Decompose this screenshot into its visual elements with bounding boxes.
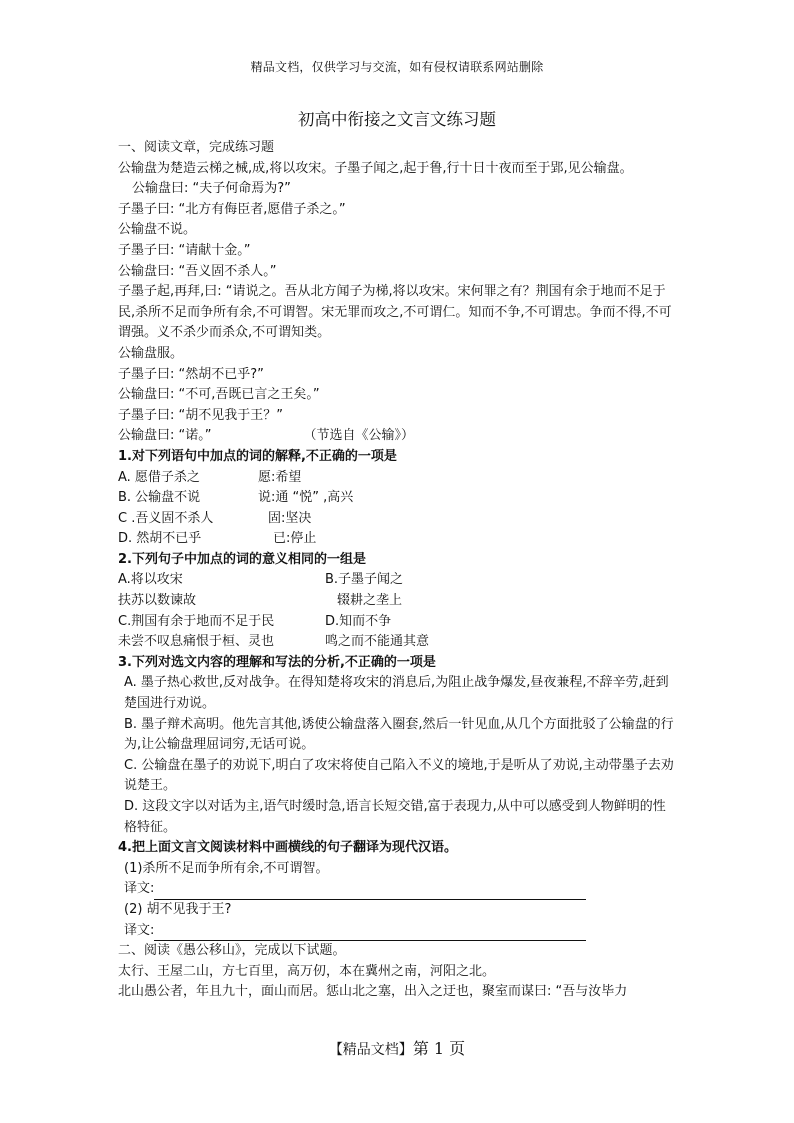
option-gloss: 已:停止: [273, 531, 317, 547]
passage-paragraph: 子墨子起,再拜,曰: “请说之。吾从北方闻子为梯,将以攻宋。宋何罪之有？荆国有余于地而不足于民,杀所不足而争所有余,不可谓智。宋无罪而攻之,不可谓仁。知而不争,不可谓忠。争而不得,不可谓强。义不杀少而杀众,不可谓知类。: [118, 284, 672, 341]
page-footer: [0, 1036, 794, 1059]
option-gloss: 说:通 “悦” ,高兴: [258, 490, 354, 506]
source-citation: （节选自《公输》）: [303, 428, 414, 444]
passage-line: 公输盘曰: “夫子何命焉为?”: [132, 181, 291, 197]
header-note: 精品文档，仅供学习与交流，如有侵权请联系网站删除: [250, 60, 544, 74]
question-1-stem: 1.对下列语句中加点的词的解释,不正确的一项是: [118, 448, 397, 464]
passage-line: 太行、王屋二山，方七百里，高万仞，本在冀州之南，河阳之北。: [118, 963, 496, 979]
option-text: D.知而不争: [325, 613, 392, 629]
passage-line: 公输盘不说。: [118, 222, 197, 238]
option-gloss: 愿:希望: [258, 469, 302, 485]
passage-line: 子墨子曰: “然胡不已乎?”: [118, 366, 264, 382]
option-text: 未尝不叹息痛恨于桓、灵也: [118, 634, 275, 650]
document-title: 初高中衔接之文言文练习题: [298, 110, 496, 129]
question-3-stem: 3.下列对选文内容的理解和写法的分析,不正确的一项是: [118, 654, 436, 670]
translation-label: 译文:: [124, 922, 155, 938]
q1-option: [118, 509, 678, 530]
q3-option: A. 墨子热心救世,反对战争。在得知楚将攻宋的消息后,为阻止战争爆发,昼夜兼程,不辞辛劳,赶到楚国进行劝说。: [124, 675, 669, 712]
page-number: 第 1 页: [412, 1039, 466, 1058]
passage-line: 北山愚公者，年且九十，面山而居。惩山北之塞，出入之迂也，聚室而谋曰: “吾与汝毕力: [118, 984, 628, 1000]
q3-option: C. 公输盘在墨子的劝说下,明白了攻宋将使自己陷入不义的境地,于是听从了劝说,主动带墨子去劝说楚王。: [124, 757, 674, 794]
option-text: 扶苏以数谏故: [118, 593, 197, 609]
q3-option: B. 墨子辩术高明。他先言其他,诱使公输盘落入圈套,然后一针见血,从几个方面批驳了公输盘的行为,让公输盘理屈词穷,无话可说。: [124, 716, 674, 753]
q2-row: [118, 570, 678, 591]
section-heading: 二、阅读《愚公移山》，完成以下试题。: [118, 943, 346, 959]
passage-line: 子墨子曰: “请献十金。”: [118, 242, 251, 258]
passage-line: 公输盘曰: “吾义固不杀人。”: [118, 263, 277, 279]
passage-line: [118, 426, 678, 447]
passage-line: 公输盘曰: “不可,吾既已言之王矣。”: [118, 387, 320, 403]
q2-row: [118, 612, 678, 633]
option-text: 辍耕之垄上: [337, 593, 403, 609]
option-text: D. 然胡不已乎: [118, 531, 202, 547]
option-text: C .吾义固不杀人: [118, 510, 214, 526]
option-text: B.子墨子闻之: [325, 572, 404, 588]
passage-line: 子墨子曰: “胡不见我于王？”: [118, 407, 283, 423]
option-gloss: 固:坚决: [268, 510, 312, 526]
translation-label: 译文:: [124, 881, 155, 897]
passage-last-line: 公输盘曰: “诺。”: [118, 428, 212, 444]
passage-line: 公输盘为楚造云梯之械,成,将以攻宋。子墨子闻之,起于鲁,行十日十夜而至于郢,见公输盘。: [118, 160, 633, 176]
translation-answer-field[interactable]: [154, 884, 586, 900]
section-heading: 一、阅读文章，完成练习题: [118, 140, 275, 155]
q2-row: [118, 591, 678, 612]
passage-line: 公输盘服。: [118, 345, 184, 361]
q2-row: [118, 632, 678, 653]
option-text: B. 公输盘不说: [118, 490, 201, 506]
q4-sentence: (1)杀所不足而争所有余,不可谓智。: [124, 860, 329, 876]
footer-label: 【精品文档】: [328, 1042, 413, 1058]
option-text: A.将以攻宋: [118, 572, 183, 588]
option-text: A. 愿借子杀之: [118, 469, 200, 485]
q3-option: D. 这段文字以对话为主,语气时缓时急,语言长短交错,富于表现力,从中可以感受到人物鲜明的性格特征。: [124, 799, 666, 835]
translation-row: [118, 879, 678, 900]
question-2-stem: 2.下列句子中加点的词的意义相同的一组是: [118, 551, 366, 567]
option-text: 鸣之而不能通其意: [325, 634, 430, 650]
q1-option: [118, 529, 678, 550]
translation-answer-field[interactable]: [154, 925, 586, 941]
question-4-stem: 4.把上面文言文阅读材料中画横线的句子翻译为现代汉语。: [118, 840, 457, 856]
q1-option: [118, 468, 678, 489]
q4-sentence: (2) 胡不见我于王?: [124, 901, 232, 917]
passage-line: 子墨子曰: “北方有侮臣者,愿借子杀之。”: [118, 201, 346, 217]
translation-row: [118, 921, 678, 942]
option-text: C.荆国有余于地而不足于民: [118, 613, 275, 629]
document-body: [118, 138, 678, 1003]
q1-option: [118, 488, 678, 509]
